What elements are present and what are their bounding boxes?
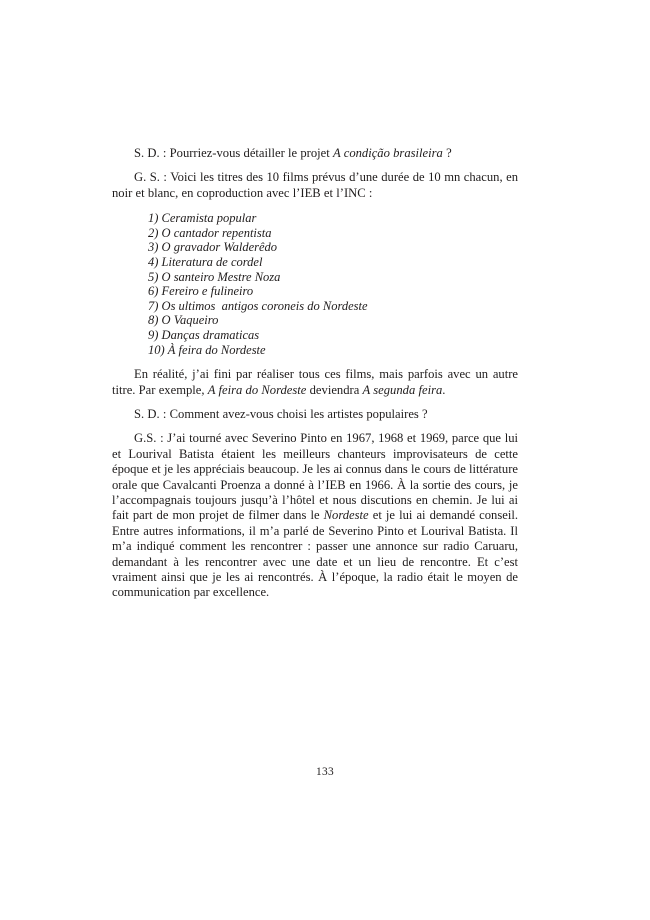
list-item: 9) Danças dramaticas (148, 327, 260, 342)
speaker-label-sd-1: S. D. : (134, 146, 170, 160)
list-item: 4) Literatura de cordel (148, 255, 263, 269)
paragraph-question-2 (112, 407, 518, 422)
question-1-text-before: Pourriez-vous détailler le projet (169, 146, 334, 160)
reality-text-2: deviendra (306, 382, 363, 397)
list-item: 7) Os ultimos antigos coroneis do Nordeste (148, 298, 368, 313)
paragraph-answer-2 (112, 431, 518, 600)
region-nordeste-italic: Nordeste (323, 508, 369, 523)
answer-2-text-1: J’ai tourné avec Severino Pinto en 1967, 1968 et 1969, parce que lui et Lourival Batista étaient les meilleurs chanteurs improvisateurs de cette époque et je les appréciais beaucoup. Je les ai connus dans le cours de littérature orale que Cavalcanti Proenza a donné à l’IEB en 1966. À la sortie des cours, je l’accompagnais toujours jusqu’à l’hôtel et nous discutions en chemin. Je lui ai fait part de mon projet de filmer dans le (112, 431, 518, 523)
reality-text-3: . (442, 382, 446, 397)
list-item: 1) Ceramista popular (148, 211, 257, 226)
list-item: 10) À feira do Nordeste (148, 342, 266, 357)
film-title-feira-italic: A feira do Nordeste (207, 382, 307, 397)
list-item: 5) O santeiro Mestre Noza (148, 269, 281, 284)
paragraph-question-1 (112, 146, 518, 161)
film-project-title-italic: A condição brasileira (333, 146, 443, 160)
list-item: 8) O Vaqueiro (148, 313, 219, 328)
speaker-label-gs-1: G. S. : (134, 170, 171, 185)
list-item: 3) O gravador Walderêdo (148, 240, 278, 255)
film-title-segunda-italic: A segunda feira (362, 382, 443, 397)
speaker-label-gs-2: G.S. : (134, 431, 168, 446)
answer-1-text: Voici les titres des 10 films prévus d’une durée de 10 mn chacun, en noir et blanc, en coproduction avec l’IEB et l’INC : (112, 170, 518, 200)
film-title-list (112, 211, 518, 357)
paragraph-answer-1 (112, 170, 518, 201)
answer-2-text-2: et je lui ai demandé conseil. Entre autres informations, il m’a parlé de Severino Pinto et Lourival Batista. Il m’a indiqué comment les rencontrer : passer une annonce sur radio Caruaru, demandant à les rencontrer avec une date et un lieu de rencontre. Et c’est vraiment ainsi que je les ai rencontrés. À l’époque, la radio était le moyen de communication par excellence. (112, 508, 518, 600)
page-number: 133 (316, 766, 334, 778)
speaker-label-sd-2: S. D. : (134, 406, 170, 421)
question-1-text-after: ? (442, 146, 452, 160)
paragraph-reality (112, 367, 518, 398)
question-2-text: Comment avez-vous choisi les artistes populaires ? (169, 406, 428, 421)
reality-text-1: En réalité, j’ai fini par réaliser tous ces films, mais parfois avec un autre titre. Par exemple, (112, 367, 518, 397)
page-body-text (112, 146, 518, 601)
list-item: 6) Fereiro e fulineiro (148, 284, 254, 299)
list-item: 2) O cantador repentista (148, 225, 272, 240)
